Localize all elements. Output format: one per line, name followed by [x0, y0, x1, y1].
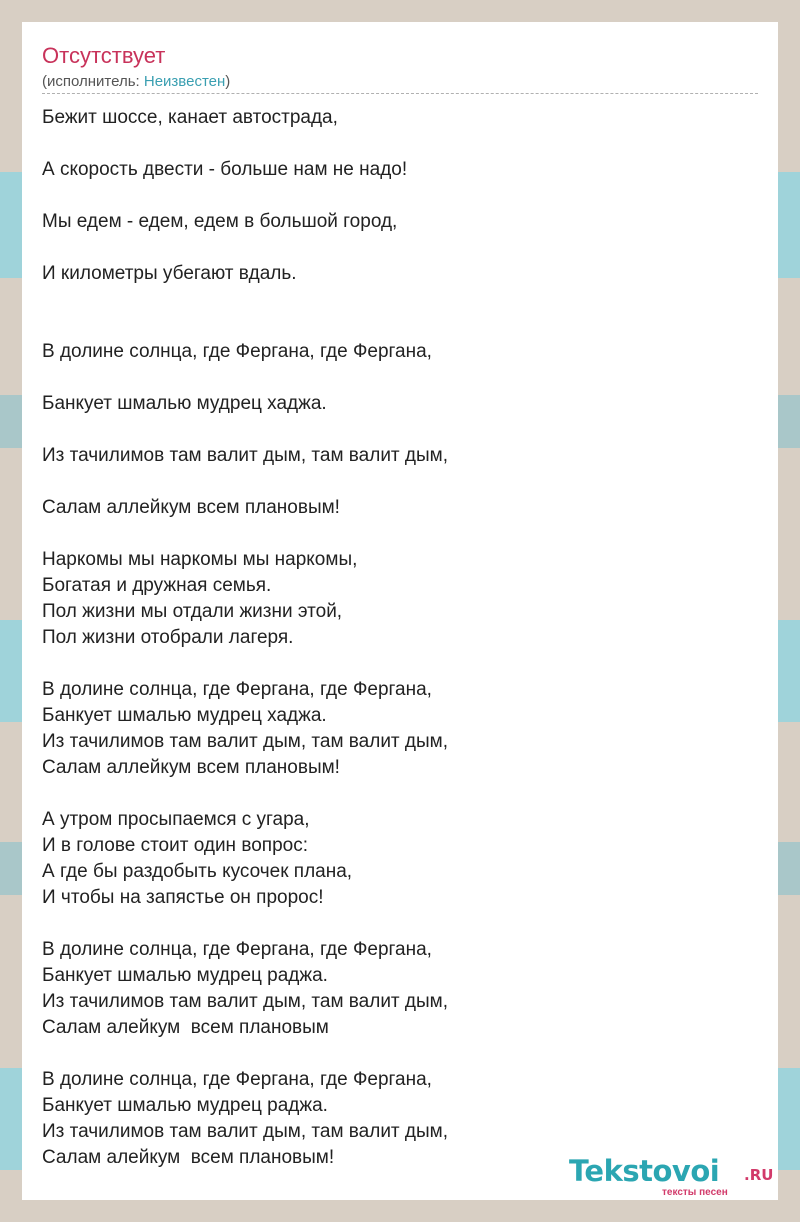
lyrics-blank-line [42, 911, 758, 937]
lyrics-line: Пол жизни мы отдали жизни этой, [42, 601, 343, 622]
lyrics-blank-line [42, 183, 758, 209]
lyrics-line: Наркомы мы наркомы мы наркомы, [42, 549, 358, 570]
lyrics-line: Богатая и дружная семья. [42, 575, 272, 596]
site-logo[interactable] [569, 1154, 779, 1198]
lyrics-line: А где бы раздобыть кусочек плана, [42, 861, 353, 882]
lyrics-line: В долине солнца, где Фергана, где Фергана, [42, 1069, 432, 1090]
lyrics-blank-line [42, 469, 758, 495]
lyrics-blank-line [42, 417, 758, 443]
lyrics-blank-line [42, 365, 758, 391]
lyrics-line: А утром просыпаемся с угара, [42, 809, 310, 830]
lyrics-line: А скорость двести - больше нам не надо! [42, 159, 408, 180]
lyrics-line: Из тачилимов там валит дым, там валит дым, [42, 731, 448, 752]
lyrics-line: Банкует шмалью мудрец хаджа. [42, 705, 327, 726]
lyrics-line: Банкует шмалью мудрец раджа. [42, 1095, 328, 1116]
artist-prefix: (исполнитель: [42, 73, 144, 90]
lyrics-line: Салам аллейкум всем плановым! [42, 757, 340, 778]
lyrics-line: Из тачилимов там валит дым, там валит дым, [42, 445, 448, 466]
lyrics-line: И чтобы на запястье он пророс! [42, 887, 324, 908]
lyrics-line: И в голове стоит один вопрос: [42, 835, 308, 856]
lyrics-line: В долине солнца, где Фергана, где Фергана, [42, 679, 432, 700]
lyrics-line: Салам алейкум всем плановым! [42, 1147, 335, 1168]
lyrics-blank-line [42, 131, 758, 157]
lyrics-line: В долине солнца, где Фергана, где Фергана, [42, 939, 432, 960]
song-title: Отсутствует [42, 43, 166, 68]
lyrics-line: Пол жизни отобрали лагеря. [42, 627, 294, 648]
artist-link[interactable]: Неизвестен [143, 73, 226, 90]
lyrics-blank-line [42, 651, 758, 677]
lyrics-line: И километры убегают вдаль. [42, 263, 297, 284]
artist-suffix: ) [225, 73, 231, 90]
lyrics-blank-line [42, 521, 758, 547]
lyrics-line: Мы едем - едем, едем в большой город, [42, 211, 398, 232]
logo-tld: .RU [744, 1166, 774, 1184]
artist-line [42, 73, 758, 94]
lyrics-line: Из тачилимов там валит дым, там валит дым, [42, 1121, 448, 1142]
lyrics-blank-line [42, 781, 758, 807]
logo-name: Tekstovoi [569, 1154, 720, 1188]
lyrics-card [22, 22, 778, 1200]
lyrics-blank-line [42, 313, 758, 339]
lyrics-text [42, 105, 758, 1171]
lyrics-line: Банкует шмалью мудрец хаджа. [42, 393, 327, 414]
lyrics-line: Из тачилимов там валит дым, там валит дым, [42, 991, 448, 1012]
lyrics-blank-line [42, 235, 758, 261]
lyrics-line: Салам алейкум всем плановым [42, 1017, 329, 1038]
lyrics-blank-line [42, 287, 758, 313]
lyrics-line: Банкует шмалью мудрец раджа. [42, 965, 328, 986]
lyrics-line: В долине солнца, где Фергана, где Фергана, [42, 341, 432, 362]
lyrics-line: Салам аллейкум всем плановым! [42, 497, 340, 518]
logo-tagline: тексты песен [662, 1187, 728, 1198]
lyrics-line: Бежит шоссе, канает автострада, [42, 107, 338, 128]
lyrics-blank-line [42, 1041, 758, 1067]
